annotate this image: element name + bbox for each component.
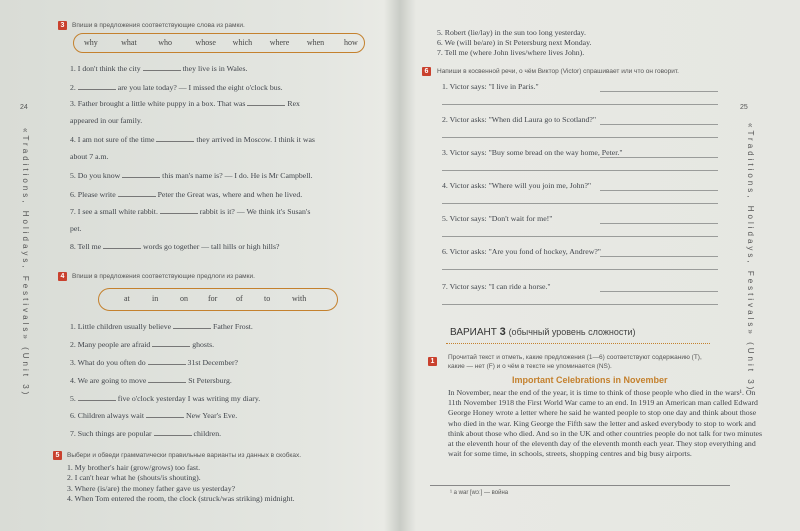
box-word: in: [152, 294, 159, 303]
footnote: ¹ a war [wɔː] — война: [450, 490, 509, 496]
answer-blank[interactable]: [146, 410, 184, 418]
box-word: for: [208, 294, 218, 303]
box-word: which: [232, 38, 253, 47]
exercise-instruction: Впиши в предложения соответствующие слова из рамки.: [72, 22, 245, 29]
exercise-line: 1. My brother's hair (grow/grows) too fast.: [67, 463, 201, 472]
box-word: when: [306, 38, 325, 47]
exercise-number: 4: [58, 272, 67, 281]
answer-blank[interactable]: [173, 321, 211, 329]
exercise-line: 1. I don't think the city they live is in Wales.: [70, 64, 248, 73]
exercise-line: 6. Children always wait New Year's Eve.: [70, 411, 238, 420]
exercise-instruction: Прочитай текст и отметь, какие предложения (1—6) соответствуют содержанию (T),: [448, 354, 702, 361]
exercise-line: 1. Victor says: "I live in Paris.": [442, 82, 539, 91]
box-word: where: [269, 38, 290, 47]
answer-line[interactable]: [442, 269, 718, 270]
exercise-instruction: Впиши в предложения соответствующие предлоги из рамки.: [72, 273, 255, 280]
answer-line[interactable]: [600, 291, 718, 292]
variant-label: ВАРИАНТ: [450, 327, 497, 338]
right-page: [400, 0, 800, 531]
answer-blank[interactable]: [78, 82, 116, 90]
exercise-line: about 7 a.m.: [70, 152, 109, 161]
exercise-line: 3. Where (is/are) the money father gave us yesterday?: [67, 484, 236, 493]
answer-line[interactable]: [600, 157, 718, 158]
exercise-instruction: Напиши в косвенной речи, о чём Виктор (Victor) спрашивает или что он говорит.: [437, 68, 679, 75]
box-word: to: [264, 294, 271, 303]
exercise-instruction: какие — нет (F) и о чём в тексте не упоминается (NS).: [448, 363, 612, 370]
exercise-instruction: Выбери и обведи грамматически правильные варианты из данных в скобках.: [67, 452, 302, 459]
variant-heading: [450, 326, 636, 338]
answer-line[interactable]: [600, 190, 718, 191]
answer-line[interactable]: [442, 236, 718, 237]
exercise-line: 4. Victor asks: "Where will you join me, John?": [442, 181, 592, 190]
exercise-line: 2. are you late today? — I missed the eight o'clock bus.: [70, 83, 283, 92]
answer-line[interactable]: [442, 137, 718, 138]
exercise-line: 6. Victor asks: "Are you fond of hockey, Andrew?": [442, 247, 601, 256]
exercise-line: 5. Victor says: "Don't wait for me!": [442, 214, 553, 223]
answer-line[interactable]: [600, 124, 718, 125]
answer-blank[interactable]: [148, 357, 186, 365]
box-word: on: [180, 294, 188, 303]
exercise-line: appeared in our family.: [70, 116, 143, 125]
exercise-line: 3. Father brought a little white puppy in a box. That was Rex: [70, 99, 300, 108]
exercise-line: 6. We (will be/are) in St Petersburg next Monday.: [437, 38, 592, 47]
answer-line[interactable]: [442, 304, 718, 305]
exercise-line: 6. Please write Peter the Great was, where and when he lived.: [70, 190, 303, 199]
answer-line[interactable]: [600, 91, 718, 92]
side-title: «Traditions, Holidays, Festivals» (Unit 3): [746, 123, 755, 393]
answer-blank[interactable]: [103, 241, 141, 249]
exercise-number: 3: [58, 21, 67, 30]
exercise-line: 7. I see a small white rabbit. rabbit is it? — We think it's Susan's: [70, 207, 311, 216]
exercise-line: 2. Victor asks: "When did Laura go to Scotland?": [442, 115, 597, 124]
answer-blank[interactable]: [118, 189, 156, 197]
divider: [446, 343, 710, 344]
answer-blank[interactable]: [122, 170, 160, 178]
answer-line[interactable]: [442, 170, 718, 171]
footnote-rule: [430, 485, 730, 486]
exercise-number: 6: [422, 67, 431, 76]
exercise-line: 4. We are going to move St Petersburg.: [70, 376, 232, 385]
answer-blank[interactable]: [152, 339, 190, 347]
answer-blank[interactable]: [160, 206, 198, 214]
answer-line[interactable]: [600, 223, 718, 224]
exercise-line: 1. Little children usually believe Father Frost.: [70, 322, 253, 331]
box-word: with: [292, 294, 307, 303]
answer-blank[interactable]: [143, 63, 181, 71]
exercise-line: 7. Tell me (where John lives/where lives John).: [437, 48, 585, 57]
exercise-number: 5: [53, 451, 62, 460]
variant-number: 3: [499, 326, 506, 338]
page-number: 24: [20, 104, 28, 111]
exercise-line: 5. Robert (lie/lay) in the sun too long yesterday.: [437, 28, 586, 37]
box-word: who: [158, 38, 173, 47]
exercise-line: 3. Victor says: "Buy some bread on the way home, Peter.": [442, 148, 623, 157]
variant-level: (обычный уровень сложности): [508, 327, 636, 337]
answer-blank[interactable]: [78, 393, 116, 401]
box-word: how: [344, 38, 358, 47]
exercise-line: 4. When Tom entered the room, the clock (struck/was striking) midnight.: [67, 494, 295, 503]
side-title: «Traditions, Holidays, Festivals» (Unit 3): [21, 128, 30, 398]
exercise-line: 7. Such things are popular children.: [70, 429, 222, 438]
box-word: what: [121, 38, 137, 47]
reading-text: In November, near the end of the year, it is time to think of those people who died in the wars¹. On 11th November 1918 the First World War came to an end. In 1919 an American man called Edward George Honey wrote a letter where he said he wanted people to stop one day and think about those who died in the war. King George the Fifth saw the letter and asked everybody to stop to work and think about those who died. And so in the UK and other countries people do not talk for two minutes at the eleventh hour of the eleventh day of the eleventh month each year. They stop everything and wait for some time, in schools, streets, shopping centres and big busy airports.: [448, 388, 762, 459]
exercise-line: 4. I am not sure of the time they arrived in Moscow. I think it was: [70, 135, 315, 144]
answer-line[interactable]: [442, 104, 718, 105]
box-word: of: [236, 294, 243, 303]
exercise-line: 8. Tell me words go together — tall hills or high hills?: [70, 242, 280, 251]
answer-blank[interactable]: [148, 375, 186, 383]
text-title: Important Celebrations in November: [512, 375, 668, 385]
answer-line[interactable]: [600, 256, 718, 257]
exercise-number: 1: [428, 357, 437, 366]
exercise-line: 7. Victor says: "I can ride a horse.": [442, 282, 551, 291]
exercise-line: 5. Do you know this man's name is? — I do. He is Mr Campbell.: [70, 171, 313, 180]
exercise-line: pet.: [70, 224, 82, 233]
exercise-line: 5. five o'clock yesterday I was writing my diary.: [70, 394, 261, 403]
exercise-line: 3. What do you often do 31st December?: [70, 358, 238, 367]
answer-blank[interactable]: [247, 98, 285, 106]
exercise-line: 2. Many people are afraid ghosts.: [70, 340, 215, 349]
box-word: at: [124, 294, 130, 303]
answer-blank[interactable]: [156, 134, 194, 142]
box-word: whose: [195, 38, 216, 47]
box-word: why: [84, 38, 98, 47]
answer-blank[interactable]: [154, 428, 192, 436]
exercise-line: 2. I can't hear what he (shouts/is shouting).: [67, 473, 201, 482]
page-number: 25: [740, 104, 748, 111]
left-page: [0, 0, 398, 531]
answer-line[interactable]: [442, 203, 718, 204]
